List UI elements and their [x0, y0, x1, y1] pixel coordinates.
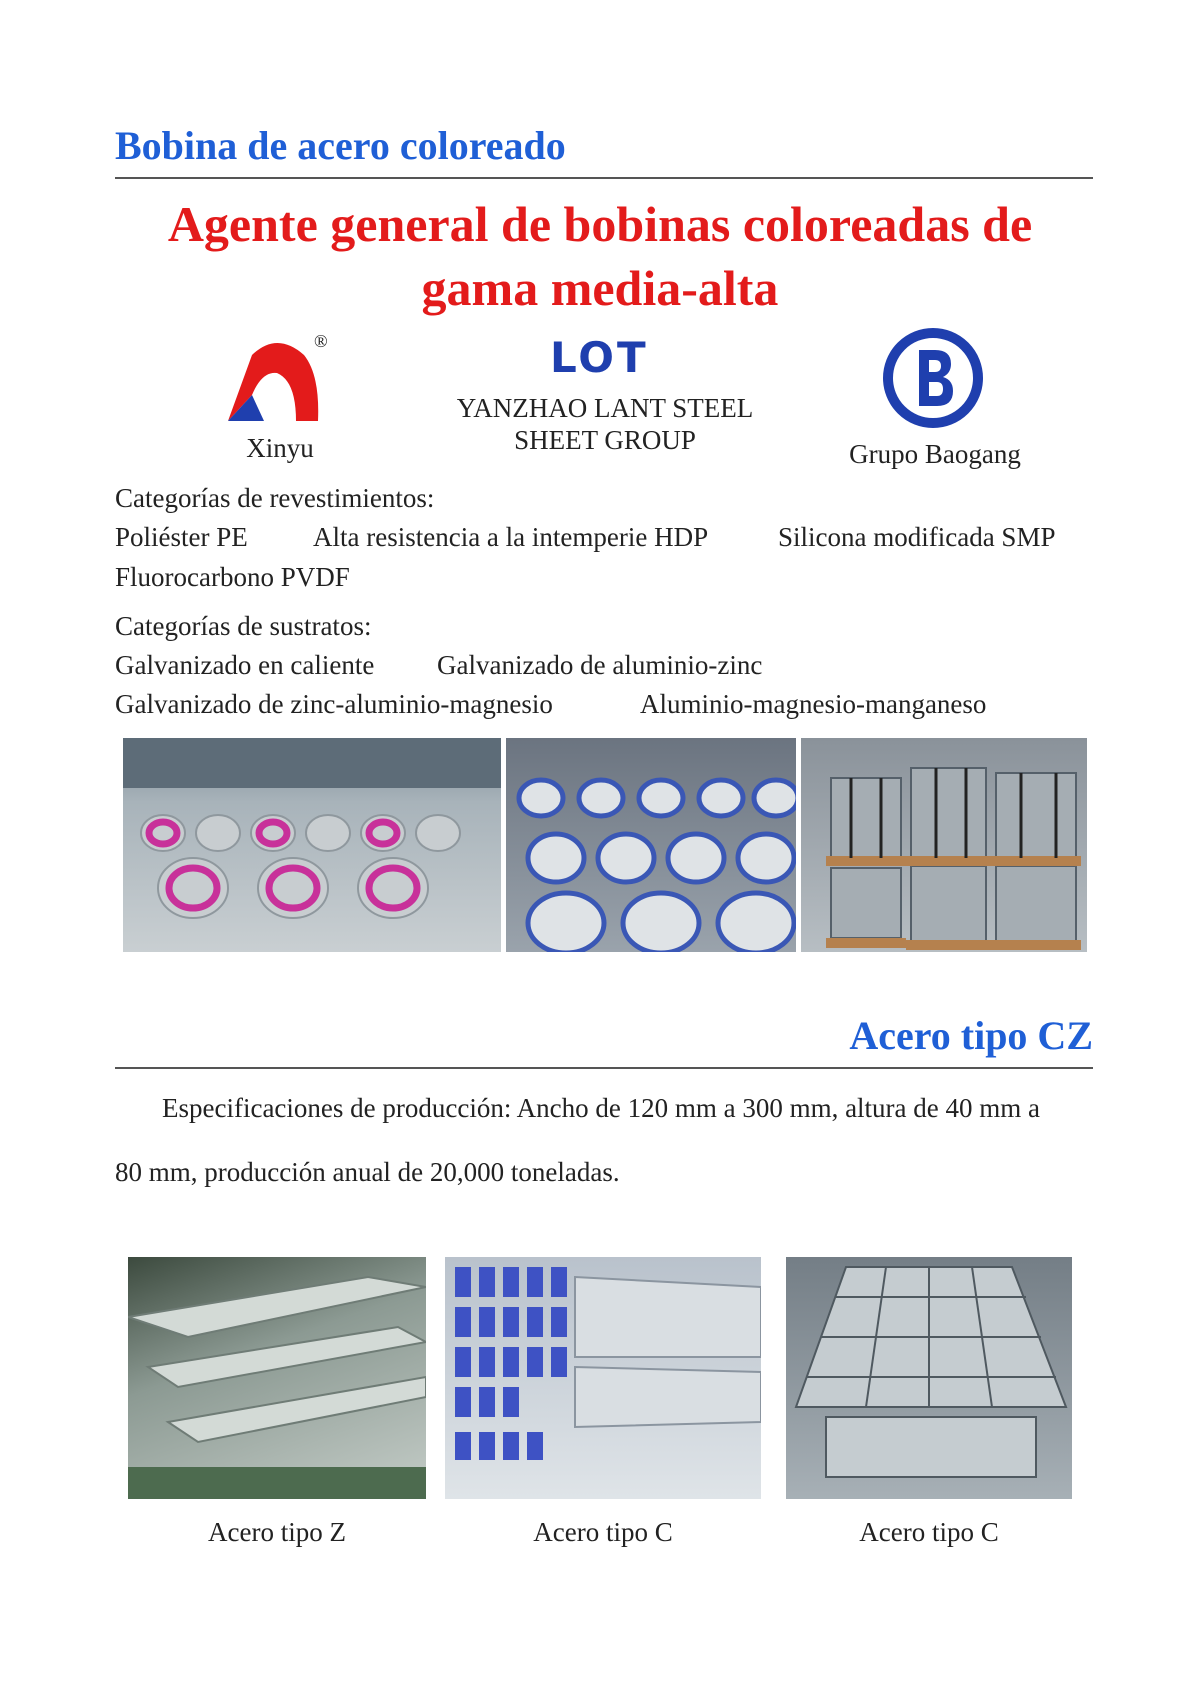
brand-label-lant-line-1: YANZHAO LANT STEEL — [456, 393, 754, 423]
section-title-coil: Bobina de acero coloreado — [115, 123, 566, 168]
xinyu-logo-icon — [222, 331, 332, 425]
headline-line-2: gama media-alta — [421, 260, 779, 316]
c-profile-photo-1 — [445, 1257, 761, 1499]
brand-label-baogang: Grupo Baogang — [849, 439, 1021, 469]
spec-line-1: Especificaciones de producción: Ancho de 120 mm a 300 mm, altura de 40 mm a — [162, 1093, 1041, 1123]
registered-mark: ® — [314, 331, 328, 351]
coating-item: Silicona modificada SMP — [778, 522, 1056, 552]
baogang-logo-icon — [883, 328, 983, 428]
coating-item: Poliéster PE — [115, 522, 248, 552]
substrate-item: Galvanizado en caliente — [115, 650, 375, 680]
coating-item: Fluorocarbono PVDF — [115, 562, 350, 592]
divider — [115, 177, 1093, 179]
coatings-heading: Categorías de revestimientos: — [115, 483, 435, 513]
spec-line-2: 80 mm, producción anual de 20,000 toneladas. — [115, 1157, 620, 1187]
lant-logo-text: LOT — [550, 333, 649, 382]
lant-logo-icon — [550, 333, 660, 382]
substrates-heading: Categorías de sustratos: — [115, 611, 372, 641]
coil-photo-2 — [506, 738, 796, 952]
z-profile-photo — [128, 1257, 426, 1499]
caption-c-profile: Acero tipo C — [859, 1517, 999, 1547]
section-title-cz: Acero tipo CZ — [849, 1013, 1093, 1058]
caption-c-profile: Acero tipo C — [533, 1517, 673, 1547]
c-profile-photo-2 — [786, 1257, 1072, 1499]
coating-item: Alta resistencia a la intemperie HDP — [313, 522, 709, 552]
headline-line-1: Agente general de bobinas coloreadas de — [167, 196, 1033, 252]
caption-z-profile: Acero tipo Z — [208, 1517, 346, 1547]
substrate-item: Galvanizado de aluminio-zinc — [437, 650, 763, 680]
substrate-item: Aluminio-magnesio-manganeso — [640, 689, 987, 719]
brand-label-lant-line-2: SHEET GROUP — [514, 425, 696, 455]
coil-photo-1 — [123, 738, 501, 952]
substrate-item: Galvanizado de zinc-aluminio-magnesio — [115, 689, 553, 719]
brand-label-xinyu: Xinyu — [246, 433, 314, 463]
coil-photo-3 — [801, 738, 1087, 952]
divider — [115, 1067, 1093, 1069]
